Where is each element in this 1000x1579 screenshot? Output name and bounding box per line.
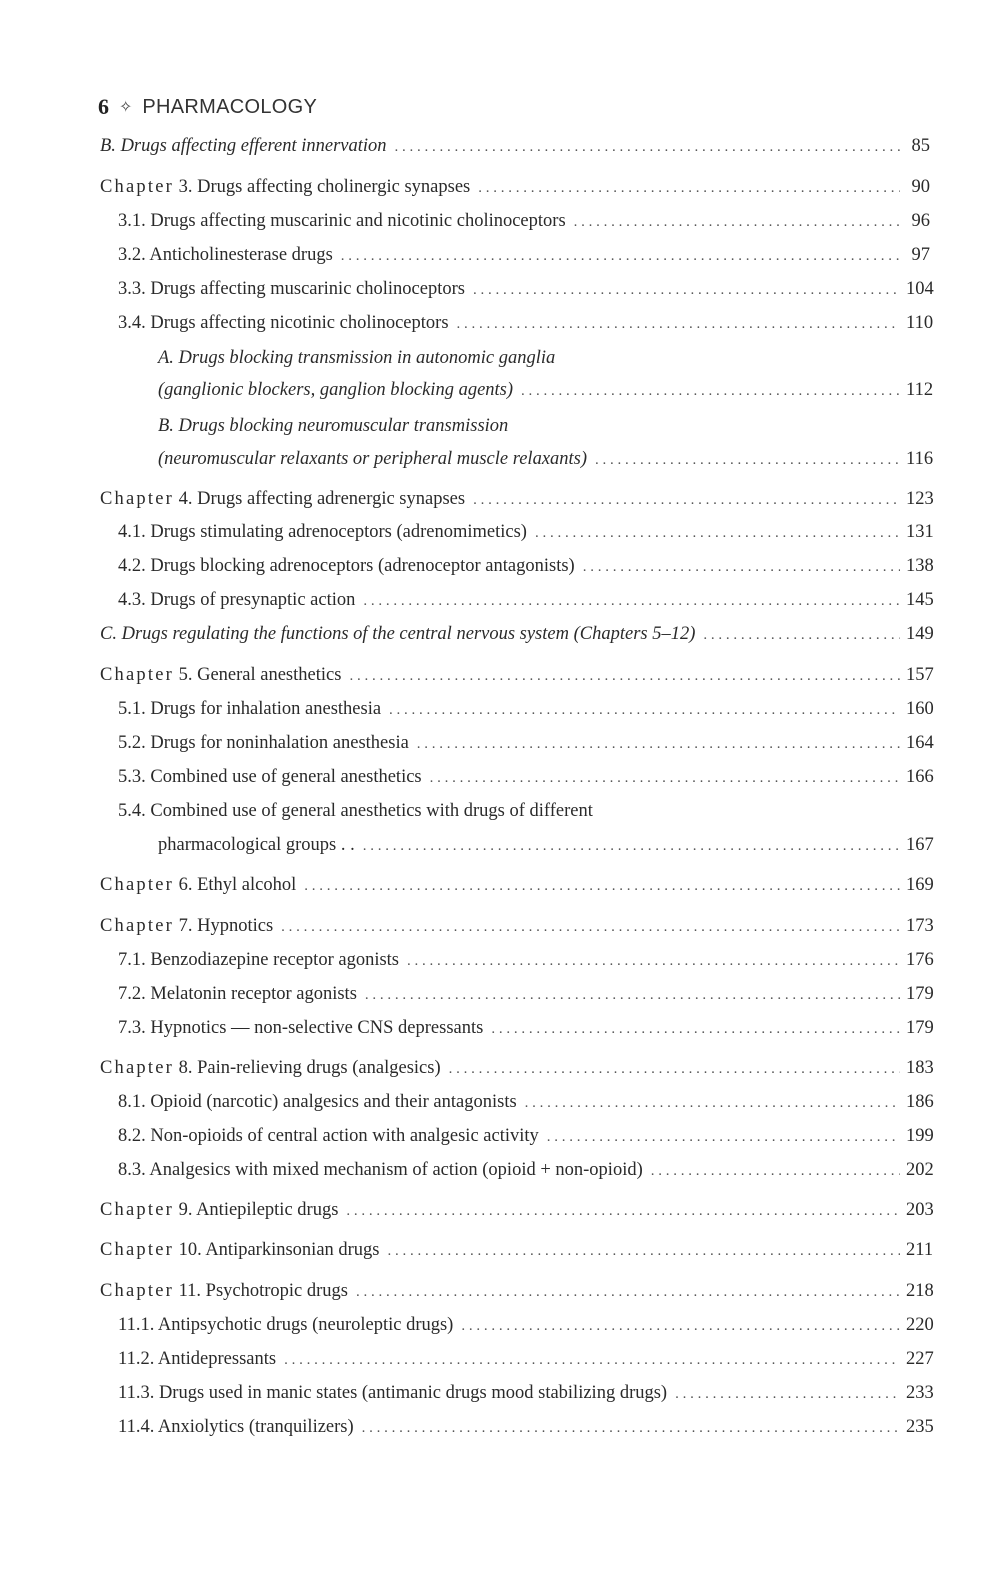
toc-entry-8-1[interactable] [118,1092,934,1120]
dot-leader [491,1021,900,1038]
dot-leader [407,953,900,970]
dot-leader [284,1352,900,1369]
entry-title: 4.2. Drugs blocking adrenoceptors (adrenoceptor antagonists) [118,556,575,576]
entry-page: 116 [906,449,934,469]
toc-entry-chapter-3[interactable] [100,177,930,205]
entry-title: 11.3. Drugs used in manic states (antimanic drugs mood stabilizing drugs) [118,1383,668,1403]
entry-page: 110 [906,313,934,333]
entry-title: C. Drugs regulating the functions of the central nervous system [100,624,569,644]
dot-leader [430,770,900,787]
entry-title: 3.2. Anticholinesterase drugs [118,245,333,265]
dot-leader [525,1095,900,1112]
entry-page: 176 [906,950,934,970]
toc-entry-4-1[interactable] [118,522,934,550]
entry-page: 145 [906,590,934,610]
entry-page: 186 [906,1092,934,1112]
entry-title: 7.3. Hypnotics — non-selective CNS depressants [118,1018,484,1038]
dot-leader [473,282,900,299]
entry-title: 5.2. Drugs for noninhalation anesthesia [118,733,409,753]
running-title: PHARMACOLOGY [142,95,318,118]
dot-leader [417,736,900,753]
entry-title: 11.2. Antidepressants [118,1349,277,1369]
entry-title: 7.1. Benzodiazepine receptor agonists [118,950,399,970]
toc-entry-3-3[interactable] [118,279,934,307]
dot-leader [365,987,900,1004]
chapter-word: Chapter [100,916,174,936]
entry-title: 3.1. Drugs affecting muscarinic and nicotinic cholinoceptors [118,211,566,231]
section-letter: B. [100,136,116,156]
entry-page: 173 [906,916,934,936]
entry-page: 160 [906,699,934,719]
dot-leader [583,559,900,576]
chapter-word: Chapter [100,1058,174,1078]
chapter-word: Chapter [100,665,174,685]
entry-page: 233 [906,1383,934,1403]
entry-title: 5.1. Drugs for inhalation anesthesia [118,699,382,719]
entry-page: 179 [906,1018,934,1038]
dot-leader [535,525,900,542]
entry-title: 4. Drugs affecting adrenergic synapses [178,489,466,509]
dot-leader [461,1318,900,1335]
entry-page: 211 [906,1240,934,1260]
entry-title: 5.3. Combined use of general anesthetics [118,767,422,787]
dot-leader [341,248,900,265]
dot-leader [457,316,900,333]
entry-title: (neuromuscular relaxants or peripheral muscle relaxants) [158,449,588,469]
entry-page: 85 [911,136,930,156]
toc-entry-4-3[interactable] [118,590,934,618]
entry-page: 218 [906,1281,934,1301]
entry-suffix: (Chapters 5–12) [573,624,696,644]
entry-page: 112 [906,380,934,400]
toc-entry-chapter-11[interactable] [100,1281,934,1309]
entry-page: 179 [906,984,934,1004]
toc-entry-chapter-7[interactable] [100,916,934,944]
chapter-word: Chapter [100,1281,174,1301]
toc-entry-chapter-6[interactable] [100,875,934,903]
chapter-word: Chapter [100,1240,174,1260]
toc-entry-chapter-8[interactable] [100,1058,934,1086]
dot-leader [356,1284,900,1301]
toc-entry-chapter-9[interactable] [100,1200,934,1228]
entry-page: 104 [906,279,934,299]
toc-entry-5-1[interactable] [118,699,934,727]
entry-page: 123 [906,489,934,509]
toc-entry-section-b[interactable] [100,136,930,164]
toc-entry-7-2[interactable] [118,984,934,1012]
entry-page: 183 [906,1058,934,1078]
entry-title: 4.3. Drugs of presynaptic action [118,590,356,610]
entry-title: Drugs affecting efferent innervation [120,136,387,156]
entry-page: 220 [906,1315,934,1335]
chapter-word: Chapter [100,177,174,197]
chapter-word: Chapter [100,489,174,509]
entry-page: 96 [911,211,930,231]
entry-title: 9. Antiepileptic drugs [178,1200,339,1220]
entry-page: 235 [906,1417,934,1437]
toc-entry-chapter-10[interactable] [100,1240,934,1268]
dot-leader [521,383,900,400]
dot-leader [281,919,900,936]
entry-title: 8. Pain-relieving drugs (analgesics) [178,1058,441,1078]
dot-leader [363,593,900,610]
dot-leader [362,1420,900,1437]
toc-entry-3-4-a-line2[interactable] [158,380,934,408]
entry-title: 4.1. Drugs stimulating adrenoceptors (adrenomimetics) [118,522,527,542]
toc-entry-8-2[interactable] [118,1126,934,1154]
entry-page: 202 [906,1160,934,1180]
toc-entry-5-2[interactable] [118,733,934,761]
toc-entry-11-3[interactable] [118,1383,934,1411]
entry-title: 3.3. Drugs affecting muscarinic cholinoceptors [118,279,465,299]
toc-entry-3-4-a-line1[interactable]: A. Drugs blocking transmission in autonomic ganglia [158,348,556,368]
toc-entry-chapter-4[interactable] [100,489,934,517]
dot-leader [574,214,900,231]
dot-leader [388,1243,900,1260]
toc-entry-8-3[interactable] [118,1160,934,1188]
toc-entry-7-3[interactable] [118,1018,934,1046]
entry-page: 97 [911,245,930,265]
toc-entry-5-3[interactable] [118,767,934,795]
dot-leader [478,180,900,197]
dot-leader [349,668,900,685]
dot-leader [395,139,900,156]
entry-page: 164 [906,733,934,753]
dot-leader [363,838,900,855]
entry-page: 166 [906,767,934,787]
entry-page: 90 [911,177,930,197]
dot-leader [547,1129,900,1146]
chapter-word: Chapter [100,875,174,895]
dot-leader [389,702,900,719]
dot-leader [703,627,900,644]
entry-title: 5. General anesthetics [178,665,342,685]
diamond-separator-icon: ✧ [119,99,133,116]
toc-entry-3-1[interactable] [118,211,930,239]
entry-title: 3.4. Drugs affecting nicotinic cholinoceptors [118,313,449,333]
entry-title: 7.2. Melatonin receptor agonists [118,984,357,1004]
entry-title: 10. Antiparkinsonian drugs [178,1240,380,1260]
dot-leader [346,1203,900,1220]
dot-leader [651,1163,900,1180]
page-number: 6 [98,94,109,119]
entry-page: 138 [906,556,934,576]
toc-entry-3-4-b-line2[interactable] [158,449,934,477]
entry-page: 131 [906,522,934,542]
entry-page: 157 [906,665,934,685]
dot-leader [595,452,900,469]
entry-page: 169 [906,875,934,895]
toc-entry-section-c[interactable] [100,624,934,652]
toc-entry-11-1[interactable] [118,1315,934,1343]
entry-page: 199 [906,1126,934,1146]
toc-entry-4-2[interactable] [118,556,934,584]
entry-title: 8.3. Analgesics with mixed mechanism of action (opioid + non-opioid) [118,1160,643,1180]
toc-entry-5-4-line1[interactable]: 5.4. Combined use of general anesthetics with drugs of different [118,801,593,821]
entry-title: 7. Hypnotics [178,916,274,936]
entry-title: 8.2. Non-opioids of central action with analgesic activity [118,1126,539,1146]
toc-entry-3-2[interactable] [118,245,930,273]
entry-title: (ganglionic blockers, ganglion blocking agents) [158,380,514,400]
toc-entry-chapter-5[interactable] [100,665,934,693]
toc-entry-5-4-line2[interactable] [158,835,934,863]
entry-page: 167 [906,835,934,855]
entry-page: 203 [906,1200,934,1220]
entry-title: 6. Ethyl alcohol [178,875,297,895]
entry-page: 227 [906,1349,934,1369]
entry-title: pharmacological groups . . [158,835,355,855]
chapter-word: Chapter [100,1200,174,1220]
toc-entry-7-1[interactable] [118,950,934,978]
dot-leader [473,492,900,509]
entry-title: 11. Psychotropic drugs [178,1281,348,1301]
dot-leader [304,878,900,895]
entry-title: 11.4. Anxiolytics (tranquilizers) [118,1417,354,1437]
toc-entry-3-4[interactable] [118,313,934,341]
dot-leader [449,1061,900,1078]
entry-title: 8.1. Opioid (narcotic) analgesics and their antagonists [118,1092,517,1112]
entry-title: 11.1. Antipsychotic drugs (neuroleptic drugs) [118,1315,454,1335]
entry-page: 149 [906,624,934,644]
toc-entry-11-2[interactable] [118,1349,934,1377]
dot-leader [675,1386,900,1403]
toc-entry-3-4-b-line1[interactable]: B. Drugs blocking neuromuscular transmission [158,416,509,436]
toc-entry-11-4[interactable] [118,1417,934,1445]
entry-title: 3. Drugs affecting cholinergic synapses [178,177,471,197]
